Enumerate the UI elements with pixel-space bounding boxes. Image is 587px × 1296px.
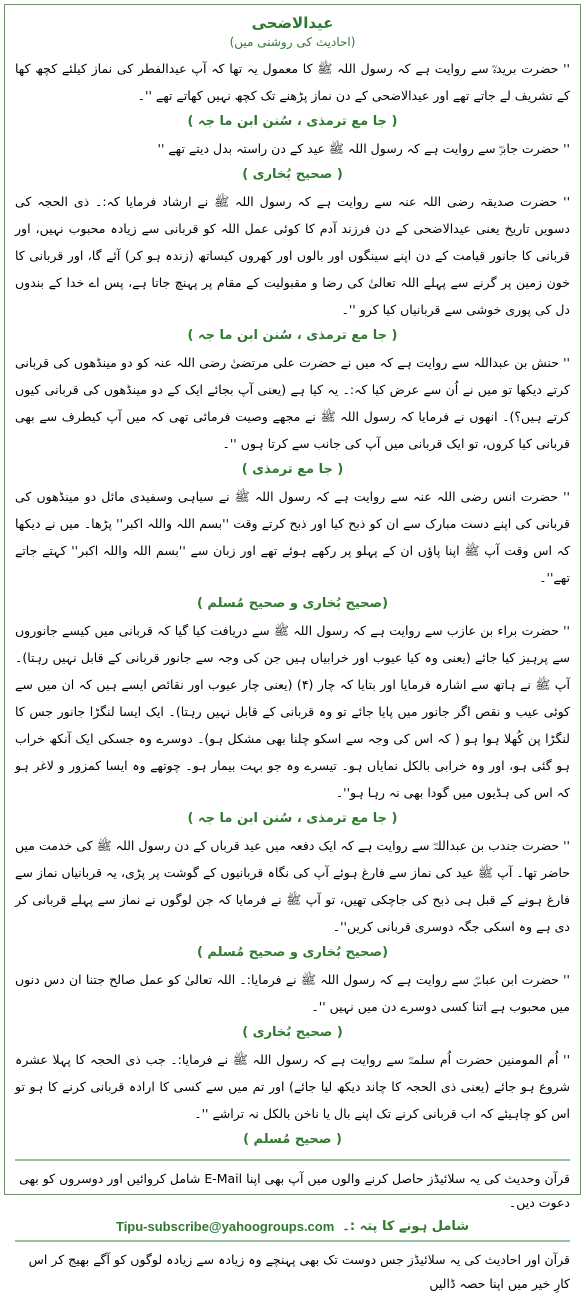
hadith-reference: (صحیح بُخاری و صحیح مُسلم ) [196,945,389,960]
hadith-reference: ( جا مع ترمذی ، سُنن ابن ما جہ ) [187,328,398,343]
hadith-text: '' حضرت انس رضی اللہ عنہ سے روایت ہے کہ رسول اللہ ﷺ نے سیاہی وسفیدی مائل دو مینڈھوں کی قربانی کی اپنے دست مبارک سے ان کو ذبح کیا اور ذبح کرتے وقت ''بسم اللہ واللہ اکبر'' پڑھا۔ میں نے دیکھا کہ اس وقت آپ ﷺ اپنا پاؤں ان کے پہلو پر رکھے ہوئے تھے اور زبان سے ''بسم اللہ واللہ اکبر'' کہتے جاتے تھے''۔ [15,489,570,585]
hadith-text: '' اُم المومنین حضرت اُم سلمہؓ سے روایت ہے کہ رسول اللہ ﷺ نے فرمایا:۔ جب ذی الحجہ کا پہلا عشرہ شروع ہو جائے (یعنی ذی الحجہ کا چاند دیکھ لیا جائے) اور تم میں سے کسی کا ارادہ قربانی کرنے کا ہو تو اس کو چاہیئے کہ اب قربانی کرنے تک اپنے بال یا ناخن بالکل نہ تراشے ''۔ [15,1052,570,1121]
hadith-text: '' حضرت جابرؓ سے روایت ہے کہ رسول اللہ ﷺ عید کے دن راستہ بدل دیتے تھے '' [157,141,570,156]
hadith-text: '' حنش بن عبداللہ سے روایت ہے کہ میں نے حضرت علی مرتضیٰ رضی اللہ عنہ کو دو مینڈھوں کی قربانی کرتے دیکھا تو میں نے اُن سے عرض کیا کہ:۔ یہ کیا ہے (یعنی آپ بجائے ایک کے دو مینڈھوں کی قربانی کیوں کرتے ہیں؟)۔ انھوں نے فرمایا کہ رسول اللہ ﷺ نے مجھے وصیت فرمائی تھی کہ میں آپ کیطرف سے بھی قربانی کیا کروں، تو ایک قربانی میں آپ کی جانب سے کرتا ہوں ''۔ [15,355,570,451]
divider [15,1240,570,1242]
hadith-reference: ( صحیح مُسلم ) [243,1132,342,1147]
hadith-reference: ( صحیح بُخاری ) [242,167,343,182]
subscribe-label: شامل ہونے کا پتہ :۔ [342,1219,470,1234]
document-content [15,13,571,1291]
hadith-list [15,55,570,1153]
hadith-text: '' حضرت بریدہؓ سے روایت ہے کہ رسول اللہ ﷺ کا معمول یہ تھا کہ آپ عیدالفطر کی نماز کیلئے کچھ کھا کے تشریف لے جاتے تھے اور عیدالاضحی کے دن نماز پڑھنے تک کچھ نہیں کھاتے تھے ''۔ [15,61,570,103]
share-note: قرآن اور احادیث کی یہ سلائیڈز جس دوست تک بھی پہنچے وہ زیادہ سے زیادہ لوگوں کو آگے بھیج کر اس کارِ خیر میں اپنا حصہ ڈالیں [28,1252,570,1291]
hadith-text: '' حضرت صدیقہ رضی اللہ عنہ سے روایت ہے کہ رسول اللہ ﷺ نے ارشاد فرمایا کہ:۔ ذی الحجہ کی دسویں تاریخ یعنی عیدالاضحی کے دن فرزند آدم کا کوئی عمل اللہ کو قربانی سے زیادہ محبوب نہیں، اور قربانی کا جانور قیامت کے دن اپنے سینگوں اور بالوں اور کھروں کیساتھ (زندہ ہو کر) آئے گا، اور قربانی کا خون زمین پر گرنے سے پہلے اللہ تعالیٰ کی رضا و مقبولیت کے مقام پر پہنچ جاتا ہے، پس اے خدا کے بندوں دل کی پوری خوشی سے قربانیاں کیا کرو ''۔ [15,194,570,317]
page-subtitle: (احادیث کی روشنی میں) [229,35,356,49]
hadith-text: '' حضرت جندب بن عبداللہؓ سے روایت ہے کہ ایک دفعہ میں عید قرباں کے دن رسول اللہ ﷺ کی خدمت میں حاضر تھا۔ آپ ﷺ عید کی نماز سے فارغ ہوئے آپ کی نگاہ قربانیوں کے گوشت پر پڑی، یہ قربانیاں نماز سے فارغ ہونے کے قبل ہی ذبح کی جاچکی تھیں، تو آپ ﷺ نے فرمایا کہ جن لوگوں نے نماز سے پہلے قربانی کر دی ہے وہ اسکی جگہ دوسری قربانی کریں''۔ [15,838,570,934]
subscribe-invite: قرآن وحدیث کی یہ سلائیڈز حاصل کرنے والوں میں آپ بھی اپنا E-Mail شامل کروائیں اور دوسروں کو بھی دعوت دیں۔ [19,1171,570,1210]
hadith-reference: (صحیح بُخاری و صحیح مُسلم ) [196,596,389,611]
hadith-reference: ( جا مع ترمذی ) [241,462,344,477]
hadith-text: '' حضرت ابن عباسؓ سے روایت ہے کہ رسول اللہ ﷺ نے فرمایا:۔ اللہ تعالیٰ کو عمل صالح جتنا ان دس دنوں میں محبوب ہے اتنا کسی دوسرے دن میں نہیں ''۔ [15,972,570,1014]
hadith-reference: ( صحیح بُخاری ) [242,1025,343,1040]
page-frame [4,4,581,1291]
hadith-reference: ( جا مع ترمذی ، سُنن ابن ما جہ ) [187,114,398,129]
subscribe-row [15,1219,570,1234]
page-title: عیدالاضحی [251,14,334,32]
subscribe-email-link[interactable]: Tipu-subscribe@yahoogroups.com [115,1219,335,1234]
hadith-text: '' حضرت براء بن عازب سے روایت ہے کہ رسول اللہ ﷺ سے دریافت کیا گیا کہ قربانی میں کیسے جانوروں سے پرہیز کیا جائے (یعنی وہ کیا عیوب اور خرابیاں ہیں جن کی وجہ سے جانور قربانی کے قابل نہیں رہتا)۔ آپ ﷺ نے ہاتھ سے اشارہ فرمایا اور بتایا کہ چار (۴) (یعنی چار عیوب اور نقائص ایسے ہیں کہ ان میں سے کوئی عیب و نقص اگر جانور میں پایا جائے تو وہ قربانی کے قابل نہیں رہتا)۔ ایک ایسا لنگڑا جانور جس کا لنگڑا پن کُھلا ہوا ہو ( کہ اس کی وجہ سے اسکو چلنا بھی مشکل ہو)۔ دوسرے وہ جسکی ایک آنکھ خراب ہو گئی ہو، اور وہ خرابی بالکل نمایاں ہو۔ تیسرے وہ جو بہت بیمار ہو۔ چوتھے وہ ایسا کمزور و لاغر ہو کہ اس کی ہڈیوں میں گودا بھی نہ رہا ہو''۔ [15,623,571,800]
divider [15,1159,570,1161]
hadith-reference: ( جا مع ترمذی ، سُنن ابن ما جہ ) [187,811,398,826]
